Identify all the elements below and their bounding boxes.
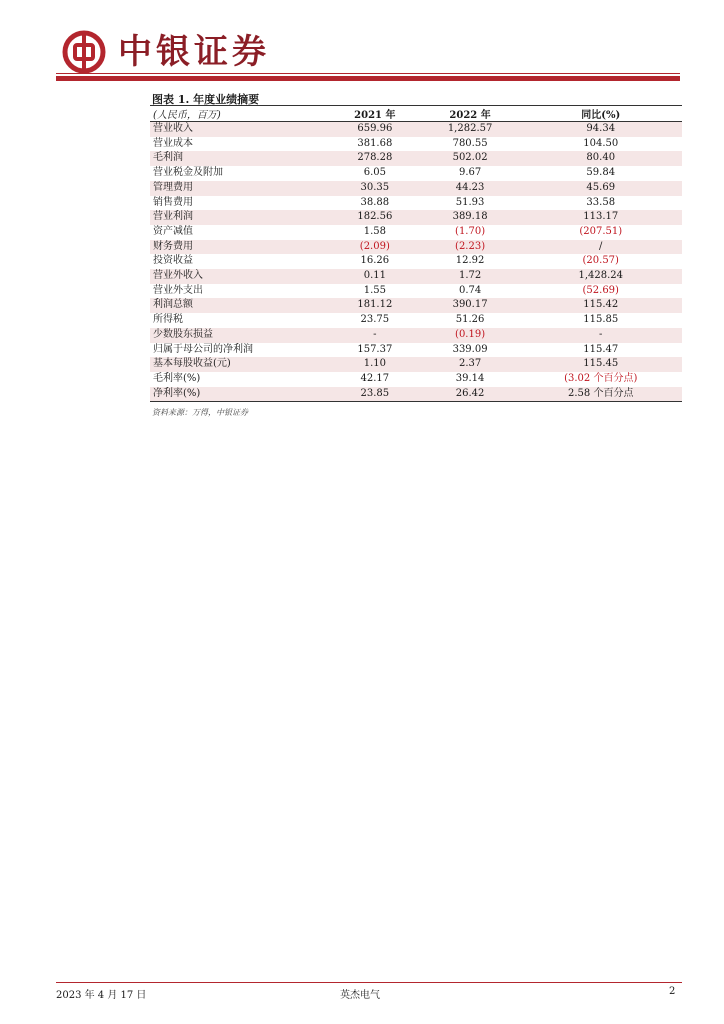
- column-header-2021: 2021 年: [354, 110, 396, 121]
- value-2021: 1.10: [363, 358, 386, 370]
- bank-of-china-logo-icon: [62, 30, 106, 74]
- row-label: 利润总额: [153, 299, 193, 311]
- table-row: [150, 151, 682, 166]
- value-2022: 780.55: [452, 137, 488, 149]
- table-row: [150, 225, 682, 240]
- value-yoy: 59.84: [586, 167, 616, 179]
- brand-name: 中银证券: [118, 32, 270, 72]
- table-row: [150, 387, 682, 402]
- value-2021: 42.17: [360, 372, 390, 384]
- value-2021: 181.12: [357, 299, 393, 311]
- row-label: 少数股东损益: [153, 328, 213, 340]
- table-row: [150, 269, 682, 284]
- value-2022: 26.42: [455, 387, 485, 399]
- value-2022: 502.02: [452, 152, 488, 164]
- row-label: 营业成本: [153, 137, 193, 149]
- value-yoy: 104.50: [583, 137, 619, 149]
- table-row: [150, 343, 682, 358]
- row-label: 净利率(%): [153, 387, 201, 399]
- row-label: 毛利润: [153, 152, 183, 164]
- table-row: [150, 313, 682, 328]
- value-yoy: (52.69): [582, 284, 619, 296]
- value-yoy: 115.42: [583, 299, 619, 311]
- value-2022: 51.26: [455, 314, 485, 326]
- table-row: [150, 284, 682, 299]
- value-yoy: 115.45: [583, 358, 619, 370]
- value-2021: 157.37: [357, 343, 393, 355]
- page-number: 2: [669, 986, 676, 997]
- value-2021: 659.96: [357, 123, 393, 134]
- footer-divider: [56, 982, 682, 983]
- column-header-unit: (人民币，百万): [153, 110, 221, 121]
- table-row: [150, 298, 682, 313]
- value-2021: -: [373, 328, 377, 340]
- value-2021: 0.11: [363, 270, 386, 282]
- value-2022: (0.19): [455, 328, 486, 340]
- value-2021: 38.88: [360, 196, 390, 208]
- value-yoy: 80.40: [586, 152, 616, 164]
- row-label: 基本每股收益(元): [153, 358, 231, 370]
- value-2022: 44.23: [455, 181, 485, 193]
- value-2022: 390.17: [452, 299, 488, 311]
- row-label: 所得税: [153, 314, 183, 326]
- value-2022: 39.14: [455, 372, 485, 384]
- value-2022: 339.09: [452, 343, 488, 355]
- row-label: 管理费用: [153, 181, 193, 193]
- value-yoy: (20.57): [582, 255, 619, 267]
- value-2022: (1.70): [455, 225, 486, 237]
- row-label: 归属于母公司的净利润: [153, 343, 253, 355]
- footer-date: 2023 年 4 月 17 日: [56, 990, 147, 1001]
- footer-company: 英杰电气: [340, 990, 380, 1001]
- value-2022: 9.67: [458, 167, 482, 179]
- table-row: [150, 122, 682, 137]
- table-row: [150, 254, 682, 269]
- row-label: 销售费用: [153, 196, 193, 208]
- value-yoy: 2.58 个百分点: [568, 387, 634, 399]
- row-label: 营业外支出: [153, 284, 203, 296]
- row-label: 资产减值: [153, 225, 193, 237]
- table-header-row: [150, 106, 682, 122]
- table-row: [150, 210, 682, 225]
- header-divider: [56, 76, 680, 81]
- value-yoy: 33.58: [586, 196, 616, 208]
- value-2021: 381.68: [357, 137, 393, 149]
- value-2021: (2.09): [359, 240, 390, 252]
- value-2021: 30.35: [360, 181, 390, 193]
- table-row: [150, 357, 682, 372]
- row-label: 投资收益: [153, 255, 193, 267]
- value-2022: 51.93: [455, 196, 485, 208]
- row-label: 营业外收入: [153, 270, 203, 282]
- table-row: [150, 240, 682, 255]
- value-2021: 1.55: [363, 284, 386, 296]
- table-row: [150, 328, 682, 343]
- value-2021: 182.56: [357, 211, 393, 223]
- value-2021: 278.28: [357, 152, 393, 164]
- value-yoy: 113.17: [583, 211, 619, 223]
- value-2022: 389.18: [452, 211, 488, 223]
- table-row: [150, 372, 682, 387]
- report-header: [62, 30, 682, 74]
- value-2022: 1,282.57: [447, 123, 493, 134]
- value-2021: 23.75: [360, 314, 390, 326]
- value-yoy: 115.47: [583, 343, 619, 355]
- column-header-2022: 2022 年: [449, 110, 491, 121]
- header-divider-thin: [56, 73, 680, 74]
- value-2022: 12.92: [455, 255, 485, 267]
- value-yoy: (3.02 个百分点): [564, 372, 638, 384]
- value-2022: 0.74: [458, 284, 482, 296]
- table-row: [150, 181, 682, 196]
- row-label: 营业税金及附加: [153, 167, 223, 179]
- value-yoy: /: [599, 240, 603, 252]
- value-2021: 23.85: [360, 387, 390, 399]
- value-2022: (2.23): [455, 240, 486, 252]
- table-row: [150, 196, 682, 211]
- row-label: 营业收入: [153, 123, 193, 134]
- value-2022: 1.72: [458, 270, 482, 282]
- value-yoy: 45.69: [586, 181, 616, 193]
- source-note: 资料来源：万得，中银证券: [152, 408, 248, 417]
- figure-title: 图表 1. 年度业绩摘要: [152, 93, 260, 106]
- row-label: 营业利润: [153, 211, 193, 223]
- financial-summary-table: [150, 105, 682, 402]
- value-2021: 1.58: [363, 225, 386, 237]
- value-yoy: 115.85: [583, 314, 619, 326]
- value-yoy: 1,428.24: [578, 270, 623, 282]
- value-yoy: -: [599, 328, 603, 340]
- value-yoy: 94.34: [586, 123, 616, 134]
- table-row: [150, 166, 682, 181]
- value-2021: 16.26: [360, 255, 390, 267]
- column-header-yoy: 同比(%): [581, 110, 621, 121]
- value-2021: 6.05: [363, 167, 386, 179]
- row-label: 财务费用: [153, 240, 193, 252]
- value-2022: 2.37: [458, 358, 482, 370]
- table-row: [150, 137, 682, 152]
- row-label: 毛利率(%): [153, 372, 201, 384]
- value-yoy: (207.51): [579, 225, 623, 237]
